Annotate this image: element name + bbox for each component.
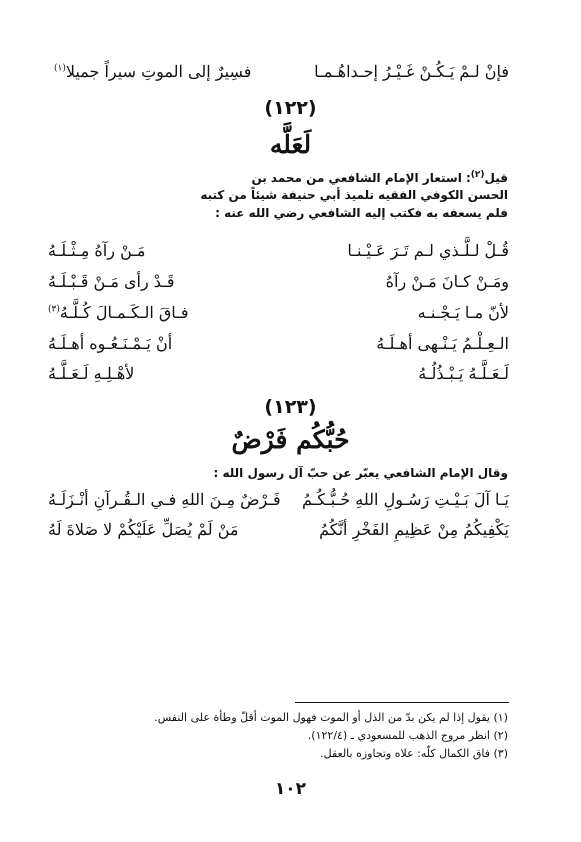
intro-rest: : استعار الإمام الشافعي من محمد بن <box>251 171 471 185</box>
intro-prefix: قيل <box>484 171 508 185</box>
verse-2-right: ومَـنْ كـانَ مَـنْ رآهُ <box>385 272 509 291</box>
verse-1-right: قُـلْ لـلَّـذي لـم تَـرَ عَـيْـنـا <box>347 241 509 260</box>
footnote-ref-1: (١) <box>54 63 66 74</box>
verse-1-left: مَـنْ رآهُ مِـثْـلَـهُ <box>48 241 146 260</box>
verse-2-left: قَـدْ رأى مَـنْ قَـبْـلَـهُ <box>48 272 175 291</box>
intro-line-2: الحسن الكوفي الفقيه تلميذ أبي حنيفة شيئاً من كتبه <box>200 188 508 202</box>
verse-4-left: أنْ يَـمْـنَـعُـوه أهـلَـهُ <box>48 334 173 353</box>
intro-line-3: فلم يسعفه به فكتب إليه الشافعي رضي الله عنه : <box>215 206 508 220</box>
top-verse-left-hemistich <box>54 62 251 81</box>
verse-3-right: لأنّ مـا يَـجْـنـه <box>417 303 509 322</box>
verse-3-left-text: فـاقَ الـكَـمـالَ كُـلَّـهُ <box>59 303 189 322</box>
footnote-divider <box>295 702 509 703</box>
intro-line-1 <box>251 170 508 185</box>
footnote-1: (١) يقول إذا لم يكن بدّ من الذل أو الموت فهول الموت أقلّ وطأة على النفس. <box>154 711 508 724</box>
poem-number-123: (١٢٣) <box>264 396 317 418</box>
poem-number-122: (١٢٢) <box>264 97 317 119</box>
footnote-2: (٢) انظر مروج الذهب للمسعودي ـ (١٢٢/٤). <box>307 729 508 742</box>
verse-123-1-left: فَـرْضٌ مِـنَ اللهِ فـي الـقُـرآنِ أنْـزَلَـهُ <box>48 490 281 509</box>
verse-123-2-right: يَكْفِيكُمُ مِنْ عَظِيمِ الفَخْرِ أنَّكُمُ <box>319 520 509 539</box>
poem-title-123: حُبُّكُم فَرْضٌ <box>231 425 350 454</box>
footnote-ref-3: (٣) <box>48 304 60 315</box>
footnote-ref-2: (٢) <box>470 170 485 180</box>
page-number: ١٠٢ <box>274 779 307 799</box>
poem-title-122: لَعَلَّه <box>269 130 312 159</box>
verse-5-left: لأهْـلِـهِ لَـعَـلَّـهُ <box>48 364 135 383</box>
verse-123-1-right: يَـا آلَ بَـيْـتِ رَسُـولِ اللهِ حُـبُّـكُـمُ <box>301 490 509 509</box>
verse-123-2-left: مَنْ لَمْ يُصَلِّ عَلَيْكُمْ لا صَلاةَ لَهُ <box>48 520 239 539</box>
verse-4-right: الـعِـلْـمُ يَـنْـهى أهـلَـهُ <box>376 334 509 353</box>
top-verse-right-hemistich: فإنْ لـمْ يَـكُـنْ غَـيْـرُ إحـداهُـمـا <box>314 62 509 81</box>
top-verse-left-text: فسِيرٌ إلى الموتِ سيراً جميلا <box>65 62 252 81</box>
verse-3-left <box>48 303 189 322</box>
intro-123: وقال الإمام الشافعي يعبّر عن حبّ آل رسول الله : <box>213 466 508 480</box>
verse-5-right: لَـعَـلَّـهُ يَـبْـذُلُـهُ <box>418 364 509 383</box>
footnote-3: (٣) فاق الكمال كلّه: علاه وتجاوزه بالعقل. <box>320 747 508 760</box>
